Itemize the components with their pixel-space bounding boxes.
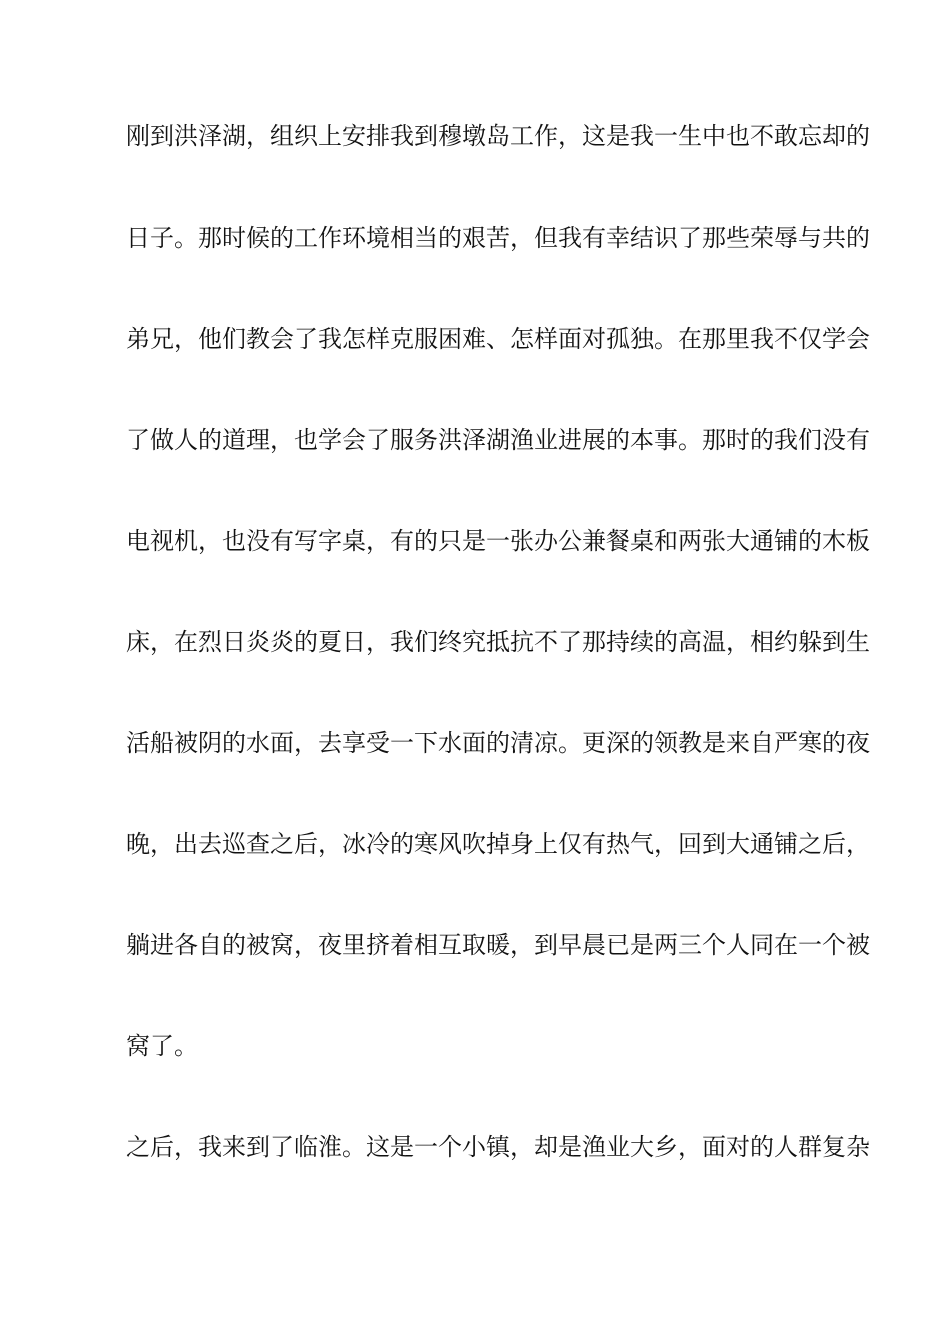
text-line: 刚到洪泽湖，组织上安排我到穆墩岛工作，这是我一生中也不敢忘却的	[126, 122, 870, 150]
text-line: 之后，我来到了临淮。这是一个小镇，却是渔业大乡，面对的人群复杂	[126, 1133, 870, 1161]
text-line: 日子。那时候的工作环境相当的艰苦，但我有幸结识了那些荣辱与共的	[126, 224, 870, 252]
text-line: 电视机，也没有写字桌，有的只是一张办公兼餐桌和两张大通铺的木板	[126, 527, 870, 555]
text-line: 晚，出去巡查之后，冰冷的寒风吹掉身上仅有热气，回到大通铺之后，	[126, 830, 870, 858]
text-line: 活船被阴的水面，去享受一下水面的清凉。更深的领教是来自严寒的夜	[126, 729, 870, 757]
text-line: 了做人的道理，也学会了服务洪泽湖渔业进展的本事。那时的我们没有	[126, 426, 870, 454]
text-line: 弟兄，他们教会了我怎样克服困难、怎样面对孤独。在那里我不仅学会	[126, 325, 870, 353]
text-line: 床，在烈日炎炎的夏日，我们终究抵抗不了那持续的高温，相约躲到生	[126, 628, 870, 656]
text-line: 躺进各自的被窝，夜里挤着相互取暖，到早晨已是两三个人同在一个被	[126, 931, 870, 959]
text-line: 窝了。	[126, 1032, 198, 1060]
